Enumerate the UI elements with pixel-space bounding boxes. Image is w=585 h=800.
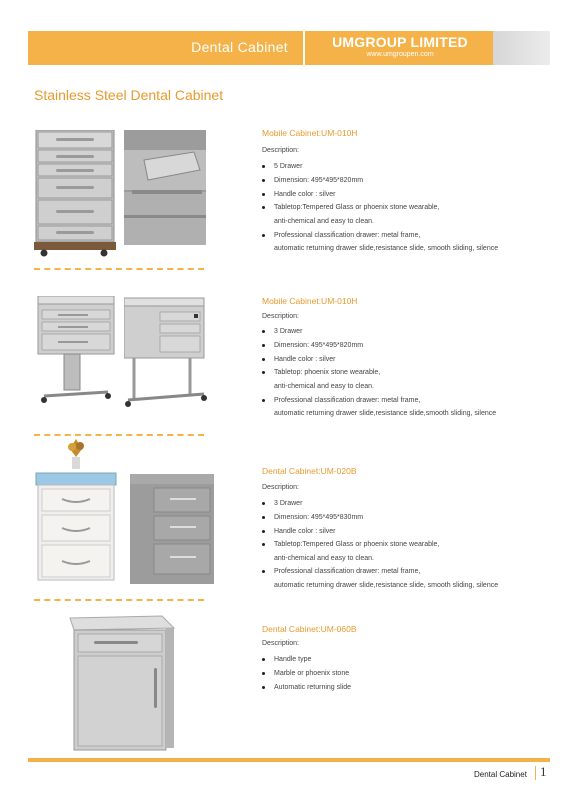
bullet-icon	[262, 543, 265, 546]
header-section-title: Dental Cabinet	[191, 39, 288, 55]
product-image-5-drawer-cabinet	[34, 130, 116, 257]
section-divider	[34, 268, 204, 270]
header-decoration	[493, 31, 550, 65]
section-divider	[34, 434, 204, 436]
header-banner	[28, 31, 550, 65]
feature-item-continued: automatic returning drawer slide,resistance slide,smooth sliding, silence	[274, 410, 497, 417]
product-image-3-drawer-cart-front	[34, 296, 118, 408]
product-image-blue-top-cabinet	[34, 437, 118, 582]
bullet-icon	[262, 516, 265, 519]
product-name: Dental Cabinet:UM-060B	[262, 624, 357, 634]
footer-rule	[28, 758, 550, 762]
feature-item-continued: automatic returning drawer slide,resistance slide, smooth sliding, silence	[274, 582, 499, 589]
header-section-bar	[28, 31, 303, 65]
feature-item-continued: anti-chemical and easy to clean.	[274, 555, 374, 562]
bullet-icon	[262, 658, 265, 661]
bullet-icon	[262, 530, 265, 533]
page-title: Stainless Steel Dental Cabinet	[34, 87, 224, 103]
footer-separator	[535, 766, 536, 780]
bullet-icon	[262, 344, 265, 347]
bullet-icon	[262, 399, 265, 402]
brand-block	[303, 31, 493, 65]
bullet-icon	[262, 371, 265, 374]
bullet-icon	[262, 686, 265, 689]
section-divider	[34, 599, 204, 601]
description-label: Description:	[262, 484, 299, 491]
bullet-icon	[262, 672, 265, 675]
feature-item-continued: anti-chemical and easy to clean.	[274, 218, 374, 225]
bullet-icon	[262, 330, 265, 333]
bullet-icon	[262, 502, 265, 505]
brand-url: www.umgroupen.com	[366, 51, 434, 58]
footer-label: Dental Cabinet	[474, 770, 527, 779]
bullet-icon	[262, 206, 265, 209]
bullet-icon	[262, 193, 265, 196]
product-name: Mobile Cabinet:UM-010H	[262, 296, 358, 306]
brand-name: UMGROUP LIMITED	[332, 34, 468, 50]
product-image-door-cabinet	[64, 614, 176, 752]
product-image-3-drawer-cart-side	[124, 296, 208, 410]
description-label: Description:	[262, 640, 299, 647]
feature-item-continued: anti-chemical and easy to clean.	[274, 383, 374, 390]
feature-item-continued: automatic returning drawer slide,resistance slide, smooth sliding, silence	[274, 245, 499, 252]
description-label: Description:	[262, 313, 299, 320]
bullet-icon	[262, 358, 265, 361]
product-name: Mobile Cabinet:UM-010H	[262, 128, 358, 138]
page-number: 1	[540, 764, 547, 779]
product-name: Dental Cabinet:UM-020B	[262, 466, 357, 476]
product-image-grey-drawer-cabinet	[130, 474, 214, 584]
description-label: Description:	[262, 147, 299, 154]
bullet-icon	[262, 234, 265, 237]
bullet-icon	[262, 165, 265, 168]
product-image-drawer-detail	[124, 130, 206, 245]
bullet-icon	[262, 179, 265, 182]
bullet-icon	[262, 570, 265, 573]
